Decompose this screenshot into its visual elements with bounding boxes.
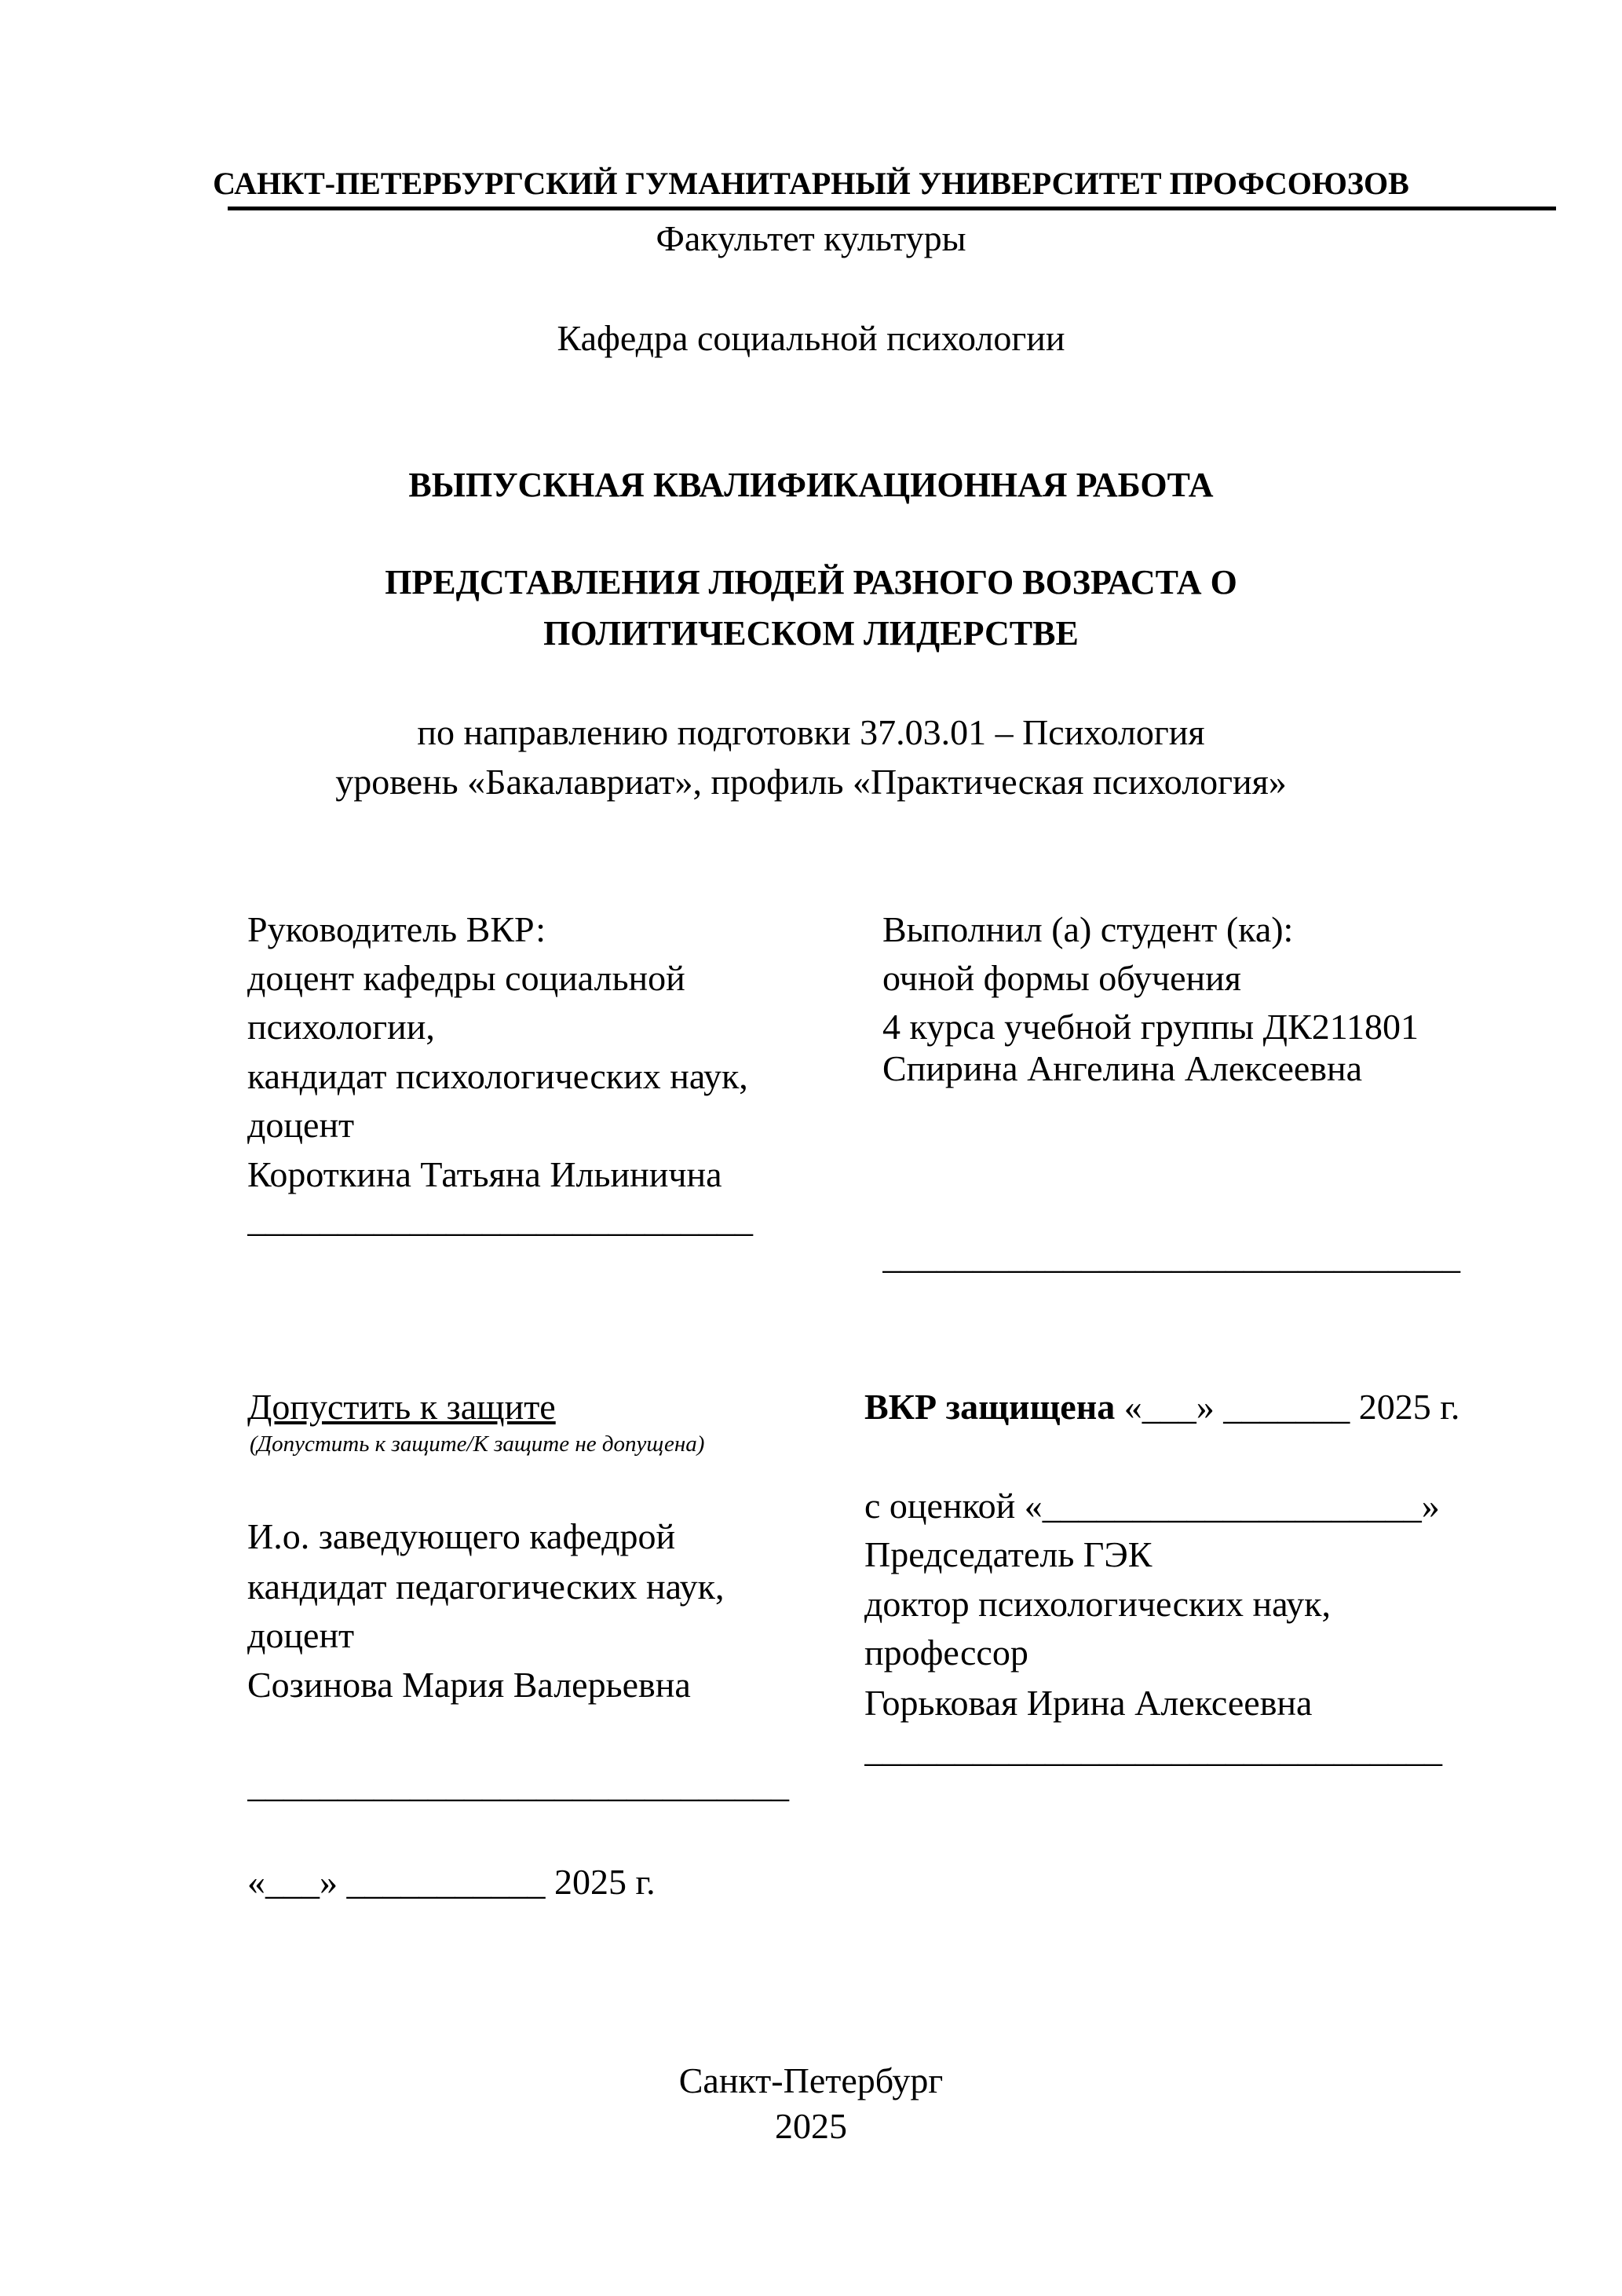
admission-hint: (Допустить к защите/К защите не допущена) — [250, 1431, 705, 1457]
student-line: 4 курса учебной группы ДК211801 — [882, 1007, 1419, 1047]
admission-date: «___» ___________ 2025 г. — [247, 1862, 656, 1902]
chair-signature-line: ________________________________ — [864, 1729, 1442, 1769]
direction-line-1: по направлению подготовки 37.03.01 – Психология — [417, 712, 1205, 752]
admission-label: Допустить к защите — [247, 1387, 556, 1427]
supervisor-signature-line: ____________________________ — [247, 1199, 753, 1239]
supervisor-line: доцент — [247, 1105, 355, 1145]
head-line: доцент — [247, 1615, 355, 1655]
defense-grade: с оценкой «_____________________» — [864, 1486, 1440, 1526]
defense-status — [864, 1385, 1459, 1429]
head-line: кандидат педагогических наук, — [247, 1567, 725, 1607]
defense-date: «___» _______ 2025 г. — [1115, 1387, 1460, 1427]
supervisor-name: Короткина Татьяна Ильинична — [247, 1154, 722, 1194]
chair-line: Председатель ГЭК — [864, 1534, 1153, 1574]
supervisor-line: Руководитель ВКР: — [247, 909, 546, 949]
supervisor-line: доцент кафедры социальной — [247, 958, 685, 998]
title-line-1: ПРЕДСТАВЛЕНИЯ ЛЮДЕЙ РАЗНОГО ВОЗРАСТА О — [385, 563, 1237, 601]
footer-year: 2025 — [775, 2106, 847, 2146]
title-line-2: ПОЛИТИЧЕСКОМ ЛИДЕРСТВЕ — [543, 614, 1079, 653]
head-name: Созинова Мария Валерьевна — [247, 1665, 691, 1705]
department: Кафедра социальной психологии — [557, 318, 1065, 358]
head-signature-line: ______________________________ — [247, 1764, 789, 1804]
university-name: САНКТ-ПЕТЕРБУРГСКИЙ ГУМАНИТАРНЫЙ УНИВЕРСИТЕТ ПРОФСОЮЗОВ — [213, 166, 1409, 201]
student-name: Спирина Ангелина Алексеевна — [882, 1048, 1363, 1088]
footer-city: Санкт-Петербург — [678, 2060, 944, 2100]
student-line: Выполнил (а) студент (ка): — [882, 909, 1294, 949]
chair-line: профессор — [864, 1632, 1028, 1673]
work-type: ВЫПУСКНАЯ КВАЛИФИКАЦИОННАЯ РАБОТА — [408, 466, 1214, 504]
student-signature-line: ________________________________ — [882, 1236, 1460, 1276]
chair-name: Горьковая Ирина Алексеевна — [864, 1683, 1313, 1723]
faculty: Факультет культуры — [656, 218, 966, 258]
header-rule — [228, 207, 1556, 210]
supervisor-line: кандидат психологических наук, — [247, 1056, 748, 1096]
head-line: И.о. заведующего кафедрой — [247, 1516, 676, 1556]
supervisor-line: психологии, — [247, 1007, 435, 1047]
defense-label: ВКР защищена — [864, 1387, 1116, 1427]
direction-line-2: уровень «Бакалавриат», профиль «Практическая психология» — [335, 762, 1287, 802]
student-line: очной формы обучения — [882, 958, 1241, 998]
chair-line: доктор психологических наук, — [864, 1584, 1332, 1624]
